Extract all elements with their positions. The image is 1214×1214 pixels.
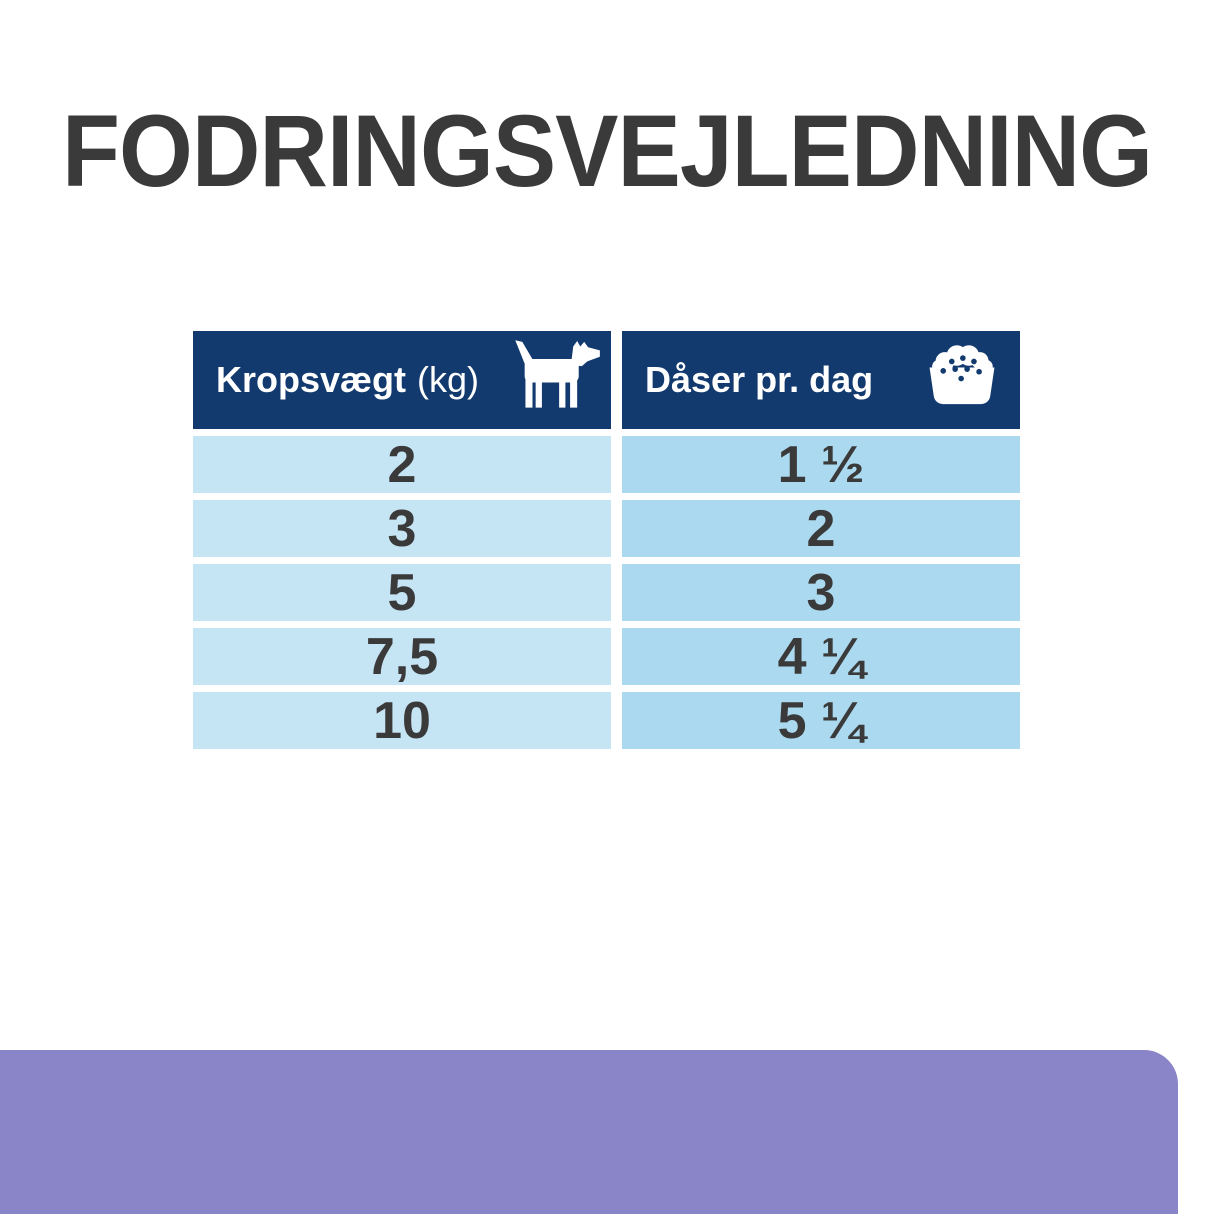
dog-icon (509, 340, 603, 420)
column-header-body-weight (193, 331, 611, 429)
body-weight-value: 3 (193, 500, 611, 557)
body-weight-value: 2 (193, 436, 611, 493)
body-weight-value: 10 (193, 692, 611, 749)
cans-per-day-value: 1 ½ (622, 436, 1020, 493)
cans-per-day-value: 3 (622, 564, 1020, 621)
cans-per-day-value: 5 ¼ (622, 692, 1020, 749)
cans-per-day-label: Dåser pr. dag (645, 359, 874, 400)
page-title: FODRINGSVEJLEDNING (61, 94, 1153, 208)
body-weight-unit: (kg) (417, 359, 480, 400)
food-bowl-icon (919, 341, 1005, 420)
cans-per-day-value: 2 (622, 500, 1020, 557)
cans-per-day-value: 4 ¼ (622, 628, 1020, 685)
purple-footer-band (0, 1050, 1178, 1214)
body-weight-label: Kropsvægt (216, 359, 407, 400)
column-header-cans-per-day (622, 331, 1020, 429)
body-weight-value: 7,5 (193, 628, 611, 685)
feeding-guide-table (193, 331, 1020, 749)
body-weight-value: 5 (193, 564, 611, 621)
